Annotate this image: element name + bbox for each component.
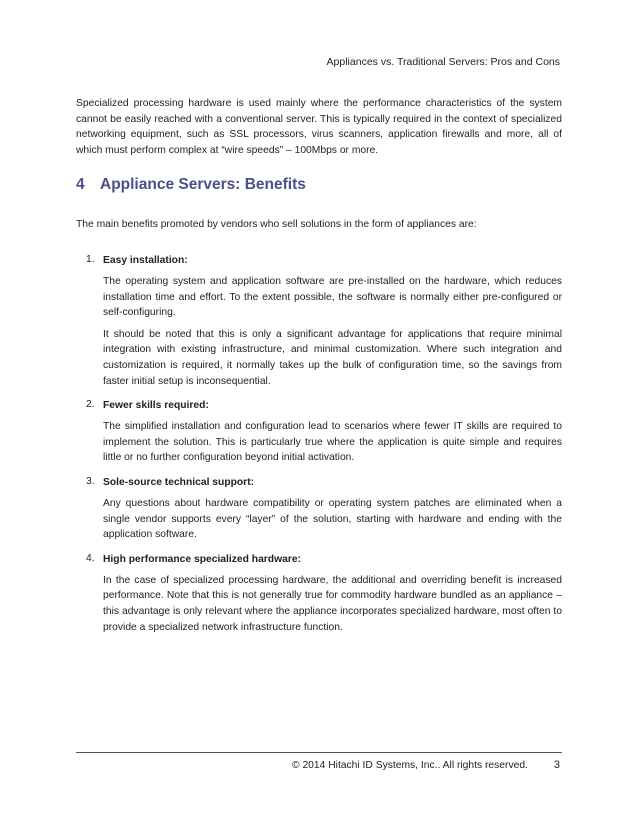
section-number: 4: [76, 176, 85, 193]
benefit-paragraph: Any questions about hardware compatibility or operating system patches are eliminated when a single vendor supports every “layer” of the solution, starting with hardware and ending with the application software.: [103, 497, 562, 541]
benefit-title: High performance specialized hardware:: [103, 553, 301, 565]
benefit-paragraph: The simplified installation and configuration lead to scenarios where fewer IT skills are required to implement the solution. This is particularly true where the application is quite simple and requires little or no further configuration beyond initial activation.: [103, 421, 562, 464]
benefit-title: Sole-source technical support:: [103, 476, 255, 488]
benefit-title: Easy installation:: [103, 255, 188, 266]
benefit-title: Fewer skills required:: [103, 400, 209, 412]
section-title: Appliance Servers: Benefits: [100, 176, 306, 193]
benefits-list: [86, 254, 562, 645]
benefit-item: [86, 254, 562, 389]
intro-paragraph: Specialized processing hardware is used mainly where the performance characteristics of the system cannot be easily reached with a conventional server. This is typically required in the context of specialized networking equipment, such as SSL processors, virus scanners, application firewalls and more, all of which must perform complex at “wire speeds” – 100Mbps or more.: [76, 98, 562, 156]
benefit-number: 3.: [86, 475, 95, 487]
running-header: Appliances vs. Traditional Servers: Pros and Cons: [326, 56, 560, 68]
benefit-item: [86, 476, 562, 543]
footer-copyright: © 2014 Hitachi ID Systems, Inc.. All rights reserved.: [292, 760, 528, 771]
benefit-number: 1.: [86, 254, 95, 265]
benefit-item: [86, 553, 562, 635]
section-lead: The main benefits promoted by vendors who sell solutions in the form of appliances are:: [76, 219, 477, 230]
benefit-item: [86, 399, 562, 466]
benefit-number: 4.: [86, 552, 95, 564]
benefit-paragraph: In the case of specialized processing hardware, the additional and overriding benefit is increased performance. Note that this is not generally true for commodity hardware bundled as an appliance – this advantage is only relevant where the appliance incorporates specialized hardware, most often to provide a specialized network infrastructure function.: [103, 574, 562, 633]
footer-divider: [76, 752, 562, 753]
page-number: 3: [553, 759, 560, 771]
benefit-paragraph: The operating system and application software are pre-installed on the hardware, which reduces installation time and effort. To the extent possible, the software is normally either pre-configured or self-configuring.: [103, 276, 562, 319]
benefit-paragraph: It should be noted that this is only a significant advantage for applications that require minimal integration with existing infrastructure, and minimal customization. Where such integration and customization is required, it normally takes up the bulk of configuration time, so the savings from faster initial setup is inconsequential.: [103, 328, 562, 387]
benefit-number: 2.: [86, 399, 95, 411]
section-heading: [76, 176, 306, 194]
